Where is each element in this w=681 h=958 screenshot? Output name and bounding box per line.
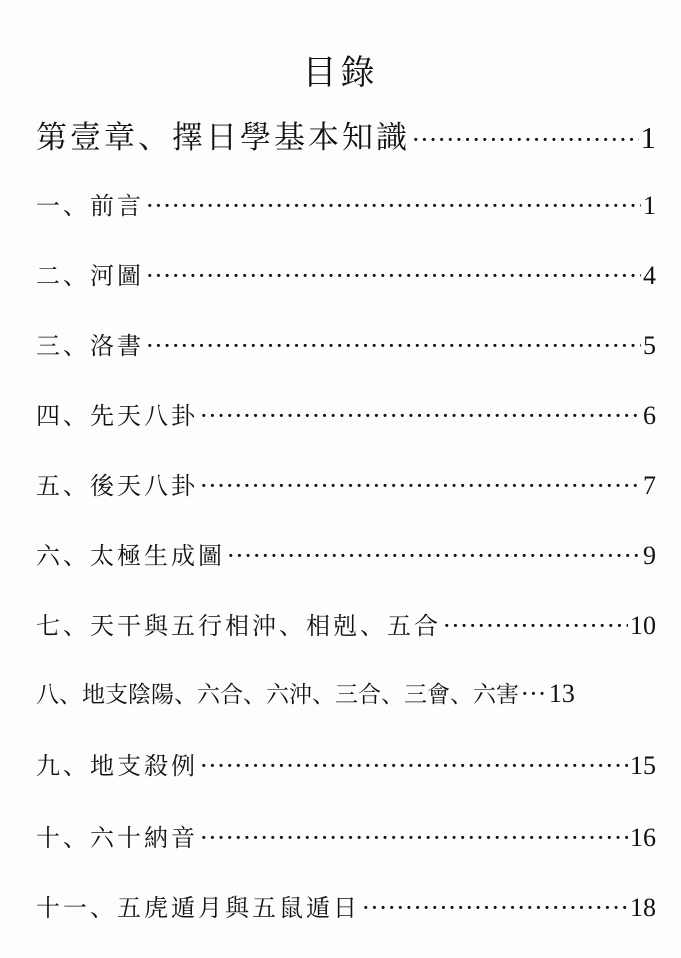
- dot-leader: [146, 332, 641, 360]
- page-title: 目錄: [302, 53, 379, 93]
- toc-entry[interactable]: [36, 746, 656, 796]
- toc-entry-label: 一、前言: [36, 192, 144, 220]
- toc-entry-label: 七、天干與五行相沖、相剋、五合: [36, 612, 441, 640]
- toc-entry-label: 六、太極生成圖: [36, 542, 225, 570]
- toc-entry[interactable]: [36, 396, 656, 446]
- toc-entry-page: 4: [643, 261, 656, 290]
- toc-entry-page: 15: [630, 751, 656, 780]
- toc-entry-label: 四、先天八卦: [36, 402, 198, 430]
- toc-entry[interactable]: [36, 186, 656, 236]
- dot-leader: [200, 824, 628, 852]
- toc-entry-page: 18: [630, 893, 656, 922]
- toc-entry-page: 16: [630, 823, 656, 852]
- toc-entry-label: 十一、五虎遁月與五鼠遁日: [36, 894, 360, 922]
- toc-entry[interactable]: [36, 536, 656, 586]
- toc-entry-page: 6: [643, 401, 656, 430]
- toc-entry[interactable]: [36, 326, 656, 376]
- toc-entry[interactable]: [36, 606, 656, 656]
- dot-leader: [200, 752, 628, 780]
- toc-entry-label: 二、河圖: [36, 262, 144, 290]
- dot-leader: [443, 612, 628, 640]
- dot-leader: [362, 894, 628, 922]
- dot-leader: [200, 472, 641, 500]
- toc-entry[interactable]: [36, 466, 656, 516]
- toc-entry-label: 三、洛書: [36, 332, 144, 360]
- toc-chapter-entry[interactable]: [36, 112, 656, 162]
- toc-entry[interactable]: [36, 888, 656, 938]
- toc-entry-page: 1: [640, 120, 656, 155]
- dot-leader: [412, 126, 639, 154]
- dot-leader: [200, 402, 641, 430]
- toc-entry-page: 7: [643, 471, 656, 500]
- toc-entry[interactable]: [36, 256, 656, 306]
- toc-entry-page: 9: [643, 541, 656, 570]
- toc-entry-page: 10: [630, 611, 656, 640]
- dot-leader: [146, 262, 641, 290]
- toc-entry-label: 十、六十納音: [36, 824, 198, 852]
- dot-leader: [227, 542, 641, 570]
- toc-entry-label: 五、後天八卦: [36, 472, 198, 500]
- toc-entry-label: 第壹章、擇日學基本知識: [36, 120, 410, 156]
- toc-entry[interactable]: [36, 676, 656, 726]
- toc-entry-label: 九、地支殺例: [36, 752, 198, 780]
- dot-leader: [146, 192, 641, 220]
- dot-leader: [521, 680, 547, 708]
- toc-entry-page: 1: [643, 191, 656, 220]
- toc-entry-page: 5: [643, 331, 656, 360]
- toc-entry[interactable]: [36, 818, 656, 868]
- toc-entry-page: 13: [548, 679, 575, 708]
- toc-entry-label: 八、地支陰陽、六合、六沖、三合、三會、六害: [36, 682, 519, 708]
